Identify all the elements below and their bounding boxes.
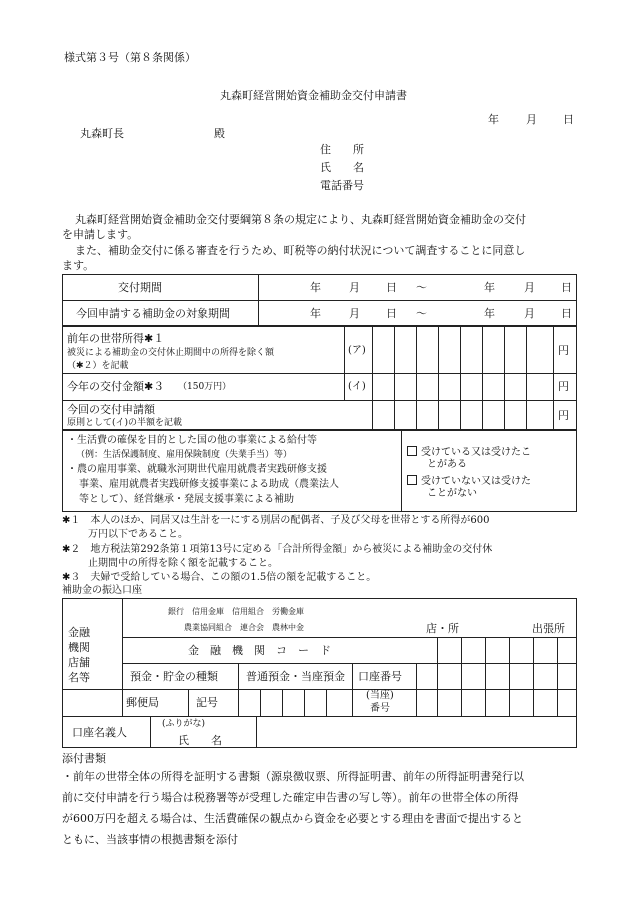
footnote-2: ✱２ 地方税法第292条第１項第13号に定める「合計所得金額」から被災による補助金の交付休	[62, 544, 493, 555]
yen-unit: 円	[558, 409, 569, 422]
addressee-name: 丸森町長	[80, 127, 124, 140]
applicant-address-label: 住 所	[320, 143, 364, 156]
prev-income-title: 前年の世帯所得✱１	[67, 332, 165, 345]
target-tilde: ～	[416, 307, 427, 320]
deposit-type-label: 預金・貯金の種類	[130, 670, 218, 683]
date-month: 月	[526, 113, 537, 126]
option-received-label-cont: とがある	[427, 459, 467, 470]
target-period-label: 今回申請する補助金の対象期間	[76, 307, 230, 320]
application-amount-title: 今回の交付申請額	[67, 403, 155, 416]
period-label: 交付期間	[118, 281, 162, 294]
deposit-type-value[interactable]: 普通預金・当座預金	[246, 670, 345, 683]
option-received-label: 受けている又は受けたこ	[421, 447, 531, 458]
footnote-2-cont: 止期間中の所得を除く額を記載すること。	[88, 558, 278, 569]
application-amount-note: 原則として(イ)の半額を記載	[67, 418, 183, 428]
symbol-label: 記号	[196, 696, 218, 709]
target-end-month[interactable]: 月	[524, 307, 535, 320]
account-number-label: 口座番号	[358, 670, 402, 683]
option-not-received-label: 受けていない又は受けた	[421, 476, 531, 487]
period-end-day[interactable]: 日	[561, 281, 572, 294]
bank-types-line1: 銀行 信用金庫 信用組合 労働金庫	[168, 607, 304, 616]
bank-types-line2: 農業協同組合 連合会 農林中金	[184, 623, 304, 632]
prev-income-note2: （✱２）を記載	[67, 361, 129, 371]
holder-name-label: 氏 名	[178, 734, 222, 747]
benefit-line: 等として）、経営継承・発展支援事業による補助	[79, 494, 294, 505]
option-not-received[interactable]	[407, 475, 531, 487]
footnote-1-cont: 万円以下であること。	[88, 529, 188, 540]
date-year: 年	[488, 113, 499, 126]
benefit-line: 事業、雇用就農者実践研修支援事業による助成（農業法人	[79, 479, 339, 490]
option-not-received-label-cont: ことがない	[427, 488, 477, 499]
bank-left-label: 名等	[68, 671, 90, 684]
bank-left-label: 金融	[68, 626, 90, 639]
period-tilde: ～	[416, 281, 427, 294]
sub-branch-label: 出張所	[532, 622, 565, 635]
attachments-line: が600万円を超える場合は、生活費確保の観点から資金を必要とする理由を書面で提出すると	[62, 812, 523, 825]
prev-income-note: 被災による補助金の交付休止期間中の所得を除く額	[67, 348, 275, 358]
period-year[interactable]: 年	[310, 281, 321, 294]
bank-left-label: 機関	[68, 641, 90, 654]
attachments-line: 前に交付申請を行う場合は税務署等が受理した確定申告書の写し等）。前年の世帯全体の所得	[62, 791, 519, 804]
benefit-line: （例：生活保護制度、雇用保険制度（失業手当）等）	[76, 450, 293, 460]
intro-line: また、補助金交付に係る審査を行うため、町税等の納付状況について調査することに同意し	[75, 244, 526, 257]
option-received[interactable]	[407, 446, 531, 458]
account-holder-label: 口座名義人	[72, 726, 127, 739]
page-title: 丸森町経営開始資金補助金交付申請書	[220, 89, 407, 102]
applicant-name-label: 氏 名	[320, 161, 364, 174]
this-year-limit: （150万円）	[178, 382, 232, 392]
attachments-line: ともに、当該事情の根拠書類を添付	[62, 833, 238, 846]
addressee-honorific: 殿	[214, 127, 225, 140]
bank-left-label: 店舗	[68, 656, 90, 669]
intro-line: を申請します。	[62, 228, 139, 241]
mark-a: (ア)	[348, 345, 366, 356]
date-day: 日	[563, 113, 574, 126]
benefit-line: ・生活費の確保を目的とした国の他の事業による給付等	[67, 435, 317, 446]
target-end-day[interactable]: 日	[561, 307, 572, 320]
applicant-phone-label: 電話番号	[320, 179, 364, 192]
footnote-3: ✱３ 夫婦で受給している場合、この額の1.5倍の額を記載すること。	[62, 572, 377, 583]
this-year-amount-title: 今年の交付金額✱３	[67, 380, 165, 393]
post-office-label: 郵便局	[126, 696, 159, 709]
mark-i: (イ)	[348, 381, 366, 392]
checkbox-not-received[interactable]	[407, 475, 417, 485]
period-month[interactable]: 月	[349, 281, 360, 294]
period-end-year[interactable]: 年	[484, 281, 495, 294]
furigana-label: (ふりがな)	[162, 719, 206, 729]
period-end-month[interactable]: 月	[524, 281, 535, 294]
target-year[interactable]: 年	[310, 307, 321, 320]
checkbox-received[interactable]	[407, 446, 417, 456]
footnote-1: ✱１ 本人のほか、同居又は生計を一にする別居の配偶者、子及び父母を世帯とする所得が600	[62, 515, 490, 526]
number-label: 番号	[370, 703, 390, 714]
target-day[interactable]: 日	[386, 307, 397, 320]
target-month[interactable]: 月	[349, 307, 360, 320]
target-end-year[interactable]: 年	[484, 307, 495, 320]
bank-heading: 補助金の振込口座	[62, 585, 142, 596]
benefit-line: ・農の雇用事業、就職氷河期世代雇用就農者実践研修支援	[67, 464, 327, 475]
intro-line: 丸森町経営開始資金補助金交付要綱第８条の規定により、丸森町経営開始資金補助金の交付	[75, 213, 526, 226]
period-day[interactable]: 日	[386, 281, 397, 294]
branch-label: 店・所	[426, 622, 459, 635]
touza-label: (当座)	[366, 690, 394, 701]
yen-unit: 円	[558, 344, 569, 357]
form-number: 様式第３号（第８条関係）	[64, 51, 196, 64]
bank-code-label: 金 融 機 関 コ ー ド	[188, 644, 331, 657]
yen-unit: 円	[558, 380, 569, 393]
attachments-heading: 添付書類	[62, 752, 106, 765]
attachments-line: ・前年の世帯全体の所得を証明する書類（源泉徴収票、所得証明書、前年の所得証明書発行以	[62, 770, 524, 783]
intro-line: ます。	[62, 259, 95, 272]
